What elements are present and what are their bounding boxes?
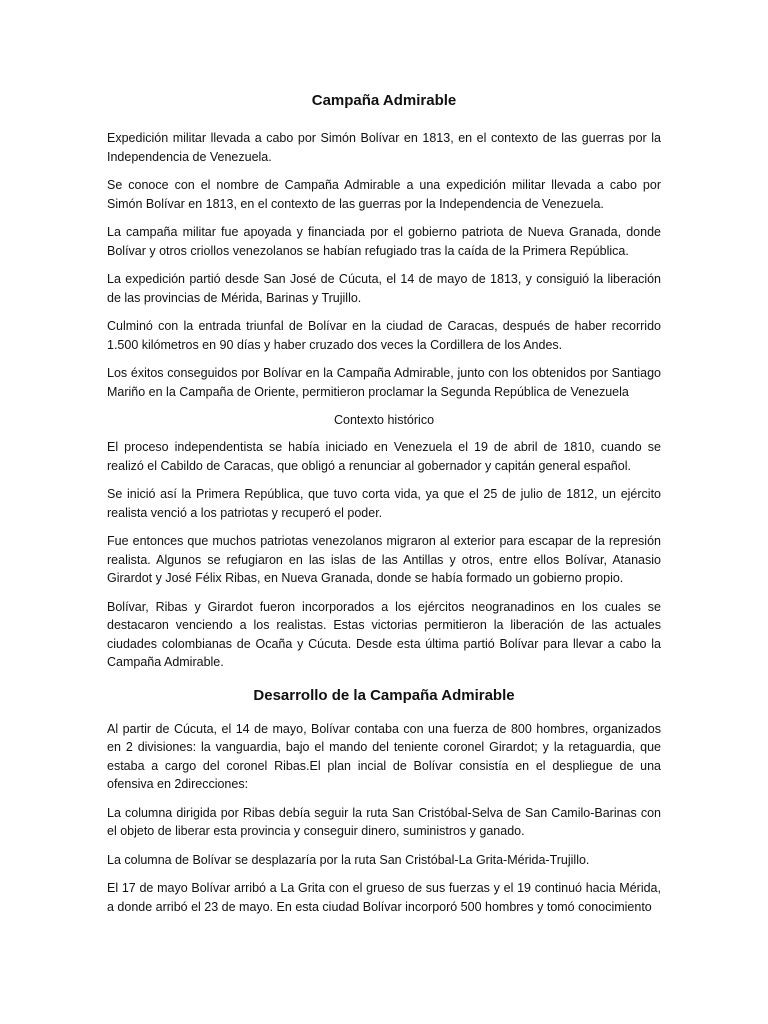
section-heading-context: Contexto histórico [333,413,435,427]
paragraph: Bolívar, Ribas y Girardot fueron incorporados a los ejércitos neogranadinos en los cuales se destacaron venciendo a los realistas. Estas victorias permitieron la liberación de las actuales ciudades colombianas de Ocaña y Cúcuta. Desde esta última partió Bolívar para llevar a cabo la Campaña Admirable. [107,599,661,669]
paragraph: Fue entonces que muchos patriotas venezolanos migraron al exterior para escapar de la represión realista. Algunos se refugiaron en las islas de las Antillas y otros, entre ellos Bolívar, Atanasio Girardot y José Félix Ribas, en Nueva Granada, donde se había formado un gobierno propio. [107,534,661,585]
paragraph: Se conoce con el nombre de Campaña Admirable a una expedición militar llevada a cabo por Simón Bolívar en 1813, en el contexto de las guerras por la Independencia de Venezuela. [107,178,661,211]
section-heading-development: Desarrollo de la Campaña Admirable [253,686,515,704]
paragraph: Se inició así la Primera República, que tuvo corta vida, ya que el 25 de julio de 1812, un ejército realista venció a los patriotas y recuperó el poder. [107,487,661,520]
paragraph: La columna de Bolívar se desplazaría por la ruta San Cristóbal-La Grita-Mérida-Trujillo. [107,852,590,867]
document-title: Campaña Admirable [311,92,457,109]
paragraph: Los éxitos conseguidos por Bolívar en la Campaña Admirable, junto con los obtenidos por Santiago Mariño en la Campaña de Oriente, permitieron proclamar la Segunda República de Venezuela [107,366,661,399]
paragraph: La expedición partió desde San José de Cúcuta, el 14 de mayo de 1813, y consiguió la liberación de las provincias de Mérida, Barinas y Trujillo. [107,272,661,305]
paragraph: Expedición militar llevada a cabo por Simón Bolívar en 1813, en el contexto de las guerras por la Independencia de Venezuela. [107,131,661,164]
paragraph: El 17 de mayo Bolívar arribó a La Grita con el grueso de sus fuerzas y el 19 continuó hacia Mérida, a donde arribó el 23 de mayo. En esta ciudad Bolívar incorporó 500 hombres y tomó conocimiento [107,881,661,914]
paragraph: La campaña militar fue apoyada y financiada por el gobierno patriota de Nueva Granada, donde Bolívar y otros criollos venezolanos se habían refugiado tras la caída de la Primera República. [107,225,661,258]
paragraph: La columna dirigida por Ribas debía seguir la ruta San Cristóbal-Selva de San Camilo-Barinas con el objeto de liberar esta provincia y conseguir dinero, suministros y ganado. [107,805,661,838]
paragraph: Al partir de Cúcuta, el 14 de mayo, Bolívar contaba con una fuerza de 800 hombres, organizados en 2 divisiones: la vanguardia, bajo el mando del teniente coronel Girardot; y la retaguardia, que estaba a cargo del coronel Ribas.El plan incial de Bolívar consistía en el despliegue de una ofensiva en 2direcciones: [107,721,661,791]
paragraph: El proceso independentista se había iniciado en Venezuela el 19 de abril de 1810, cuando se realizó el Cabildo de Caracas, que obligó a renunciar al gobernador y capitán general español. [107,440,661,473]
paragraph: Culminó con la entrada triunfal de Bolívar en la ciudad de Caracas, después de haber recorrido 1.500 kilómetros en 90 días y haber cruzado dos veces la Cordillera de los Andes. [107,319,661,352]
document-page [107,91,661,926]
